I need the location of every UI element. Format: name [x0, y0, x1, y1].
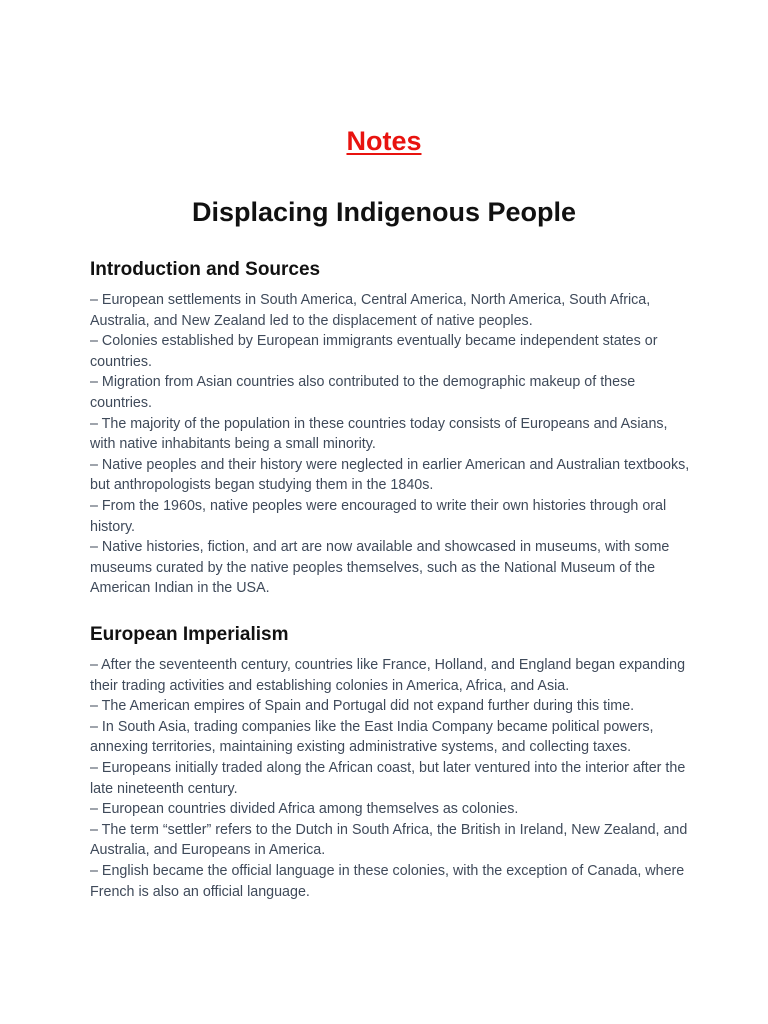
section-body-introduction: [90, 290, 690, 599]
list-item: – Migration from Asian countries also contributed to the demographic makeup of these countries.: [90, 374, 636, 411]
list-item: – The American empires of Spain and Portugal did not expand further during this time.: [90, 698, 635, 715]
list-item: – Europeans initially traded along the African coast, but later ventured into the interior after the late nineteenth century.: [90, 759, 686, 797]
list-item: – The term “settler” refers to the Dutch in South Africa, the British in Ireland, New Zealand, and Australia, and Europeans in America.: [90, 821, 688, 859]
list-item: – In South Asia, trading companies like the East India Company became political powers, annexing territories, maintaining existing administrative systems, and collecting taxes.: [90, 718, 654, 756]
list-item: – Native peoples and their history were neglected in earlier American and Australian textbooks, but anthropologists began studying them in the 1840s.: [90, 456, 690, 494]
list-item: – European settlements in South America, Central America, North America, South Africa, Australia, and New Zealand led to the displacement of native peoples.: [90, 292, 651, 329]
list-item: – From the 1960s, native peoples were encouraged to write their own histories through oral history.: [90, 497, 667, 535]
list-item: – Colonies established by European immigrants eventually became independent states or countries.: [90, 333, 658, 370]
list-item: – English became the official language in these colonies, with the exception of Canada, where French is also an official language.: [90, 862, 685, 900]
list-item: – European countries divided Africa among themselves as colonies.: [90, 801, 519, 818]
notes-label: Notes: [346, 126, 422, 156]
page-title: Displacing Indigenous People: [191, 197, 577, 227]
list-item: – After the seventeenth century, countries like France, Holland, and England began expanding their trading activities and establishing colonies in America, Africa, and Asia.: [90, 657, 686, 694]
section-heading-introduction: Introduction and Sources: [90, 259, 321, 280]
section-heading-european-imperialism: European Imperialism: [90, 624, 289, 645]
section-body-european-imperialism: [90, 655, 690, 902]
list-item: – Native histories, fiction, and art are now available and showcased in museums, with some museums curated by the native peoples themselves, such as the National Museum of the American Indian in the USA.: [90, 539, 670, 597]
list-item: – The majority of the population in these countries today consists of Europeans and Asians, with native inhabitants being a small minority.: [90, 415, 668, 453]
